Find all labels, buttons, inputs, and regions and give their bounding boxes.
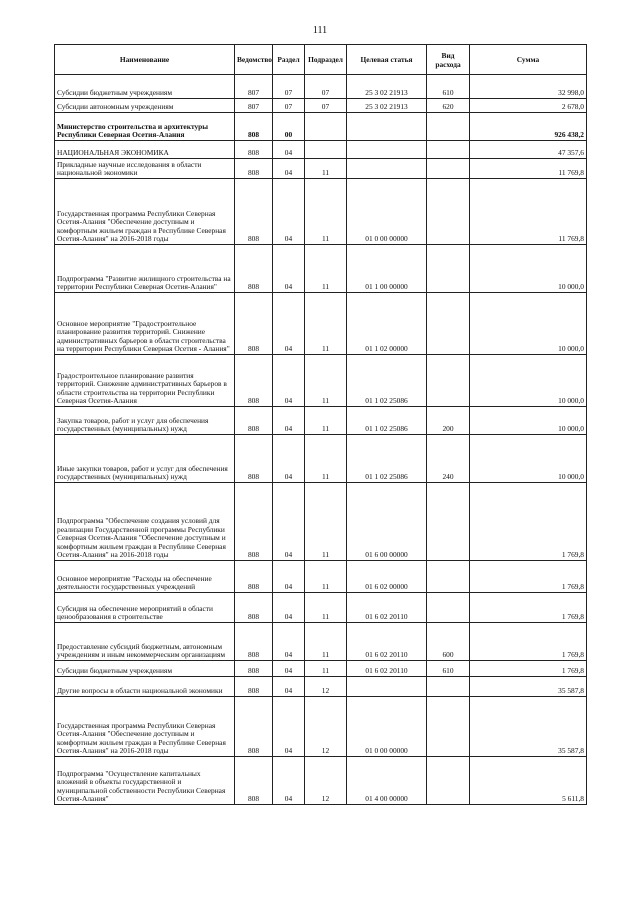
cell-department: 808 (235, 435, 273, 483)
cell-department: 808 (235, 483, 273, 561)
cell-amount: 10 000,0 (470, 245, 587, 293)
cell-name: Субсидии автономным учреждениям (55, 99, 235, 113)
header-name: Наименование (55, 45, 235, 75)
table-row (55, 697, 587, 757)
cell-subsection: 11 (305, 561, 347, 593)
cell-section: 04 (273, 435, 305, 483)
cell-target-article: 01 6 00 00000 (347, 483, 427, 561)
cell-department: 808 (235, 697, 273, 757)
cell-expense-type (427, 245, 470, 293)
table-row (55, 677, 587, 697)
cell-amount: 5 611,8 (470, 757, 587, 805)
table-row (55, 561, 587, 593)
cell-subsection: 12 (305, 697, 347, 757)
cell-name: Прикладные научные исследования в области национальной экономики (55, 159, 235, 179)
table-row (55, 483, 587, 561)
cell-target-article (347, 677, 427, 697)
cell-expense-type (427, 561, 470, 593)
table-row (55, 141, 587, 159)
header-expense-type: Вид расхода (427, 45, 470, 75)
cell-department: 808 (235, 677, 273, 697)
cell-section: 04 (273, 179, 305, 245)
table-row (55, 179, 587, 245)
cell-name: Подпрограмма "Развитие жилищного строительства на территории Республики Северная Осетия-Алания" (55, 245, 235, 293)
cell-expense-type (427, 355, 470, 407)
cell-amount: 1 769,8 (470, 593, 587, 623)
cell-target-article (347, 159, 427, 179)
cell-amount: 10 000,0 (470, 293, 587, 355)
cell-name: Предоставление субсидий бюджетным, автономным учреждениям и иным некоммерческим организациям (55, 623, 235, 661)
cell-target-article: 01 6 02 00000 (347, 561, 427, 593)
cell-name: Градостроительное планирование развития территорий. Снижение административных барьеров в области строительства на территории Республики Северная Осетия-Алания (55, 355, 235, 407)
cell-target-article: 25 3 02 21913 (347, 99, 427, 113)
cell-amount: 32 998,0 (470, 75, 587, 99)
cell-section: 04 (273, 561, 305, 593)
cell-expense-type (427, 483, 470, 561)
cell-name: Основное мероприятие "Расходы на обеспечение деятельности государственных учреждений (55, 561, 235, 593)
cell-department: 808 (235, 141, 273, 159)
cell-name: Субсидии бюджетным учреждениям (55, 661, 235, 677)
cell-target-article: 01 1 02 25086 (347, 355, 427, 407)
cell-expense-type: 240 (427, 435, 470, 483)
cell-amount: 35 587,8 (470, 697, 587, 757)
cell-name: Основное мероприятие "Градостроительное планирование развития территорий. Снижение административных барьеров в области строительства на территории Республики Северная Осетия - Алания" (55, 293, 235, 355)
cell-subsection: 11 (305, 159, 347, 179)
header-amount: Сумма (470, 45, 587, 75)
cell-department: 808 (235, 179, 273, 245)
table-row (55, 757, 587, 805)
cell-department: 808 (235, 293, 273, 355)
cell-amount: 1 769,8 (470, 561, 587, 593)
cell-expense-type (427, 179, 470, 245)
cell-amount: 926 438,2 (470, 113, 587, 141)
cell-subsection: 11 (305, 407, 347, 435)
table-row (55, 99, 587, 113)
cell-subsection: 11 (305, 355, 347, 407)
cell-department: 808 (235, 407, 273, 435)
cell-department: 808 (235, 593, 273, 623)
cell-subsection: 11 (305, 179, 347, 245)
cell-amount: 35 587,8 (470, 677, 587, 697)
cell-section: 07 (273, 99, 305, 113)
cell-section: 04 (273, 623, 305, 661)
table-row (55, 593, 587, 623)
cell-subsection: 12 (305, 677, 347, 697)
cell-amount: 11 769,8 (470, 179, 587, 245)
page-number: 111 (312, 25, 328, 36)
cell-target-article (347, 113, 427, 141)
cell-amount: 1 769,8 (470, 661, 587, 677)
cell-section: 04 (273, 407, 305, 435)
cell-section: 04 (273, 293, 305, 355)
cell-target-article: 01 6 02 20110 (347, 661, 427, 677)
cell-section: 04 (273, 757, 305, 805)
cell-name: Субсидии бюджетным учреждениям (55, 75, 235, 99)
cell-department: 808 (235, 623, 273, 661)
cell-subsection: 11 (305, 245, 347, 293)
cell-expense-type: 610 (427, 75, 470, 99)
cell-expense-type: 620 (427, 99, 470, 113)
cell-amount: 10 000,0 (470, 435, 587, 483)
cell-subsection: 07 (305, 99, 347, 113)
cell-target-article: 01 0 00 00000 (347, 179, 427, 245)
cell-expense-type (427, 113, 470, 141)
header-section: Раздел (273, 45, 305, 75)
cell-department: 808 (235, 245, 273, 293)
cell-name: Подпрограмма "Осуществление капитальных вложений в объекты государственной и муниципальной собственности Республики Северная Осетия-Алания" (55, 757, 235, 805)
table-row (55, 113, 587, 141)
cell-department: 808 (235, 561, 273, 593)
cell-subsection (305, 141, 347, 159)
cell-department: 808 (235, 355, 273, 407)
cell-target-article (347, 141, 427, 159)
cell-section: 04 (273, 141, 305, 159)
cell-name: Другие вопросы в области национальной экономики (55, 677, 235, 697)
cell-department: 808 (235, 113, 273, 141)
table-row (55, 245, 587, 293)
cell-name: Государственная программа Республики Северная Осетия-Алания "Обеспечение доступным и комфортным жильем граждан в Республике Северная Осетия-Алания" на 2016-2018 годы (55, 179, 235, 245)
cell-target-article: 01 0 00 00000 (347, 697, 427, 757)
cell-name: Государственная программа Республики Северная Осетия-Алания "Обеспечение доступным и комфортным жильем граждан в Республике Северная Осетия-Алания" на 2016-2018 годы (55, 697, 235, 757)
cell-subsection: 11 (305, 623, 347, 661)
cell-department: 808 (235, 159, 273, 179)
cell-name: Субсидия на обеспечение мероприятий в области ценообразования в строительстве (55, 593, 235, 623)
cell-section: 04 (273, 159, 305, 179)
cell-target-article: 01 4 00 00000 (347, 757, 427, 805)
cell-section: 04 (273, 661, 305, 677)
cell-department: 808 (235, 757, 273, 805)
cell-name: НАЦИОНАЛЬНАЯ ЭКОНОМИКА (55, 141, 235, 159)
cell-department: 807 (235, 75, 273, 99)
cell-amount: 47 357,6 (470, 141, 587, 159)
cell-section: 00 (273, 113, 305, 141)
cell-expense-type: 600 (427, 623, 470, 661)
cell-subsection: 11 (305, 435, 347, 483)
cell-amount: 2 678,0 (470, 99, 587, 113)
cell-amount: 1 769,8 (470, 483, 587, 561)
cell-expense-type (427, 697, 470, 757)
cell-target-article: 25 3 02 21913 (347, 75, 427, 99)
cell-target-article: 01 1 02 25086 (347, 435, 427, 483)
cell-target-article: 01 1 02 25086 (347, 407, 427, 435)
cell-expense-type (427, 141, 470, 159)
cell-amount: 1 769,8 (470, 623, 587, 661)
cell-amount: 10 000,0 (470, 407, 587, 435)
header-department: Ведомство (235, 45, 273, 75)
cell-section: 04 (273, 593, 305, 623)
cell-subsection: 11 (305, 593, 347, 623)
cell-expense-type: 610 (427, 661, 470, 677)
cell-name: Подпрограмма "Обеспечение создания условий для реализации Государственной программы Республики Северная Осетия-Алания "Обеспечение доступным и комфортным жильем граждан в Республике Северная Осетия-Алания" на 2016-2018 годы (55, 483, 235, 561)
cell-subsection: 11 (305, 293, 347, 355)
table-row (55, 623, 587, 661)
cell-subsection (305, 113, 347, 141)
table-row (55, 435, 587, 483)
cell-expense-type: 200 (427, 407, 470, 435)
cell-section: 04 (273, 677, 305, 697)
cell-amount: 10 000,0 (470, 355, 587, 407)
cell-target-article: 01 6 02 20110 (347, 623, 427, 661)
cell-expense-type (427, 159, 470, 179)
cell-section: 04 (273, 697, 305, 757)
cell-subsection: 11 (305, 661, 347, 677)
cell-target-article: 01 1 02 00000 (347, 293, 427, 355)
cell-department: 807 (235, 99, 273, 113)
cell-expense-type (427, 757, 470, 805)
cell-section: 04 (273, 245, 305, 293)
cell-subsection: 11 (305, 483, 347, 561)
cell-section: 07 (273, 75, 305, 99)
cell-name: Иные закупки товаров, работ и услуг для обеспечения государственных (муниципальных) нужд (55, 435, 235, 483)
table-row (55, 661, 587, 677)
cell-amount: 11 769,8 (470, 159, 587, 179)
cell-subsection: 12 (305, 757, 347, 805)
table-row (55, 159, 587, 179)
table-row (55, 293, 587, 355)
cell-section: 04 (273, 355, 305, 407)
cell-target-article: 01 6 02 20110 (347, 593, 427, 623)
table-header-row (55, 45, 587, 75)
cell-target-article: 01 1 00 00000 (347, 245, 427, 293)
budget-table (54, 44, 587, 805)
cell-expense-type (427, 677, 470, 697)
cell-section: 04 (273, 483, 305, 561)
header-subsection: Подраздел (305, 45, 347, 75)
cell-expense-type (427, 593, 470, 623)
cell-name: Закупка товаров, работ и услуг для обеспечения государственных (муниципальных) нужд (55, 407, 235, 435)
table-row (55, 407, 587, 435)
cell-name: Министерство строительства и архитектуры Республики Северная Осетия-Алания (55, 113, 235, 141)
cell-department: 808 (235, 661, 273, 677)
header-target-article: Целевая статья (347, 45, 427, 75)
table-row (55, 355, 587, 407)
cell-expense-type (427, 293, 470, 355)
table-row (55, 75, 587, 99)
cell-subsection: 07 (305, 75, 347, 99)
